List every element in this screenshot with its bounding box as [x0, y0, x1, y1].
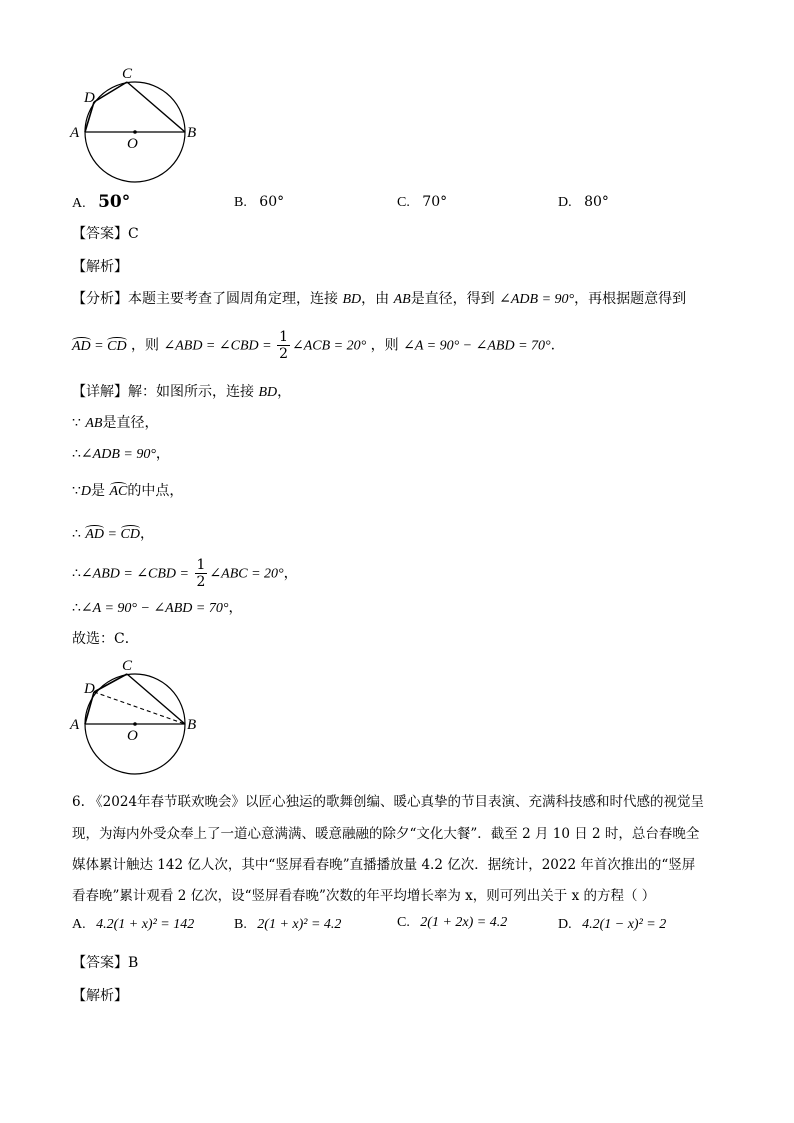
q5-detail-line8: 故选：C．: [72, 631, 139, 647]
q5-detail-line6: ∴∠ABD = ∠CBD = $\frac{1}{2}$ ∠ABC = 20°，: [72, 557, 298, 590]
q5-detail-line4: ∵D是 AC的中点，: [72, 483, 184, 499]
label-d: D: [84, 90, 95, 106]
q6-option-d: D. 4.2(1 − x)² = 2: [558, 917, 667, 932]
q6-line2: 现，为海内外受众奉上了一道心意满满、暖意融融的除夕“文化大餐”．截至 2 月 10 日 2 时，总台春晚全: [72, 826, 700, 842]
label-b: B: [187, 717, 197, 733]
q5-detail-line3: ∴∠ADB = 90°，: [72, 446, 170, 462]
q6-option-c: C. 2(1 + 2x) = 4.2: [397, 915, 508, 930]
q5-detail-line2: ∵ AB是直径，: [72, 415, 159, 431]
q6-line4: 看春晚”累计观看 2 亿次，设“竖屏看春晚”次数的年平均增长率为 x，则可列出关于 x 的方程（ ）: [72, 888, 656, 904]
label-d: D: [84, 681, 95, 697]
label-b: B: [187, 125, 197, 141]
q5-option-c: C. 70°: [397, 194, 448, 210]
q5-answer: 【答案】C: [72, 226, 139, 242]
chord-cb: [127, 674, 185, 724]
q5-option-d: D. 80°: [558, 194, 609, 210]
q5-detail-line7: ∴∠A = 90° − ∠ABD = 70°，: [72, 600, 243, 616]
q6-answer: 【答案】B: [72, 955, 139, 971]
chord-dc: [94, 82, 127, 102]
dashed-bd: [94, 692, 185, 724]
center-dot: [133, 130, 137, 134]
chord-ad: [85, 102, 94, 132]
q5-option-a: A. 50°: [72, 192, 131, 212]
q5-analysis-line2: AD = CD ，则 ∠ABD = ∠CBD = $\frac{1}{2}$ ∠ACB = 20° ，则 ∠A = 90° − ∠ABD = 70°.: [72, 329, 556, 362]
q6-option-b: B. 2(1 + x)² = 4.2: [234, 917, 342, 932]
q5-analysis-line1: 【分析】本题主要考查了圆周角定理，连接 BD，由 AB是直径，得到 ∠ADB = 90°，再根据题意得到: [72, 291, 687, 307]
q5-detail-line1: 【详解】解：如图所示，连接 BD，: [72, 384, 292, 400]
label-o: O: [127, 728, 138, 744]
q6-line3: 媒体累计触达 142 亿人次，其中“竖屏看春晚”直播播放量 4.2 亿次．据统计，2022 年首次推出的“竖屏: [72, 857, 696, 873]
q6-option-a: A. 4.2(1 + x)² = 142: [72, 917, 195, 932]
center-dot: [133, 722, 137, 726]
label-a: A: [70, 717, 80, 733]
q6-line1: 6. 《2024年春节联欢晚会》以匠心独运的歌舞创编、暖心真挚的节目表演、充满科技感和时代感的视觉呈: [72, 794, 705, 810]
label-c: C: [122, 658, 133, 674]
fraction-half-2: $\frac{1}{2}$: [196, 557, 206, 590]
figure-circle-2: [60, 652, 220, 782]
q5-detail-line5: ∴ AD = CD，: [72, 526, 154, 542]
label-o: O: [127, 136, 138, 152]
q5-option-b: B. 60°: [234, 194, 285, 210]
chord-dc: [94, 674, 127, 692]
figure-circle-1: [60, 60, 220, 190]
fraction-half: $\frac{1}{2}$: [279, 329, 288, 362]
label-c: C: [122, 66, 133, 82]
q5-jiexi: 【解析】: [72, 259, 128, 275]
chord-cb: [127, 82, 185, 132]
q6-jiexi: 【解析】: [72, 988, 128, 1004]
label-a: A: [70, 125, 80, 141]
